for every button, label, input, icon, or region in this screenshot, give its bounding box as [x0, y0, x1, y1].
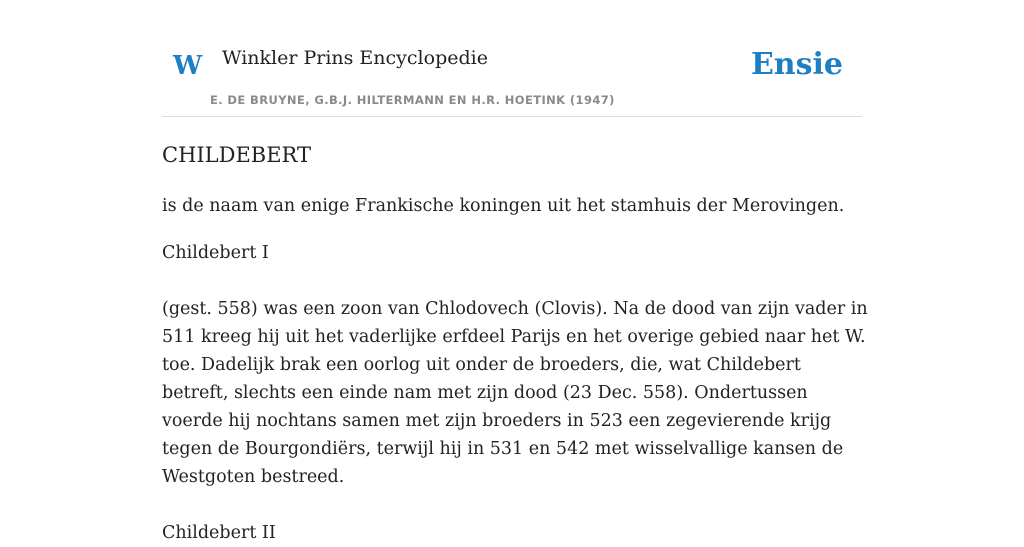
section-paragraph: (gest. 558) was een zoon van Chlodovech (Clovis). Na de dood van zijn vader in 511 kreeg hij uit het vaderlijke erfdeel Parijs en het overige gebied naar het W. toe. Dadelijk brak een oorlog uit onder de broeders, die, wat Childebert betreft, slechts een einde nam met zijn dood (23 Dec. 558). Ondertussen voerde hij nochtans samen met zijn broeders in 523 een zegevierende krijg tegen de Bourgondiërs, terwijl hij in 531 en 542 met wisselvallige kansen de Westgoten bestreed.	[162, 299, 868, 487]
article	[162, 140, 872, 547]
entry-intro: is de naam van enige Frankische koningen uit het stamhuis der Merovingen.	[162, 196, 845, 216]
section-heading: Childebert II	[162, 523, 276, 543]
section-heading: Childebert I	[162, 243, 269, 263]
logo-w-icon[interactable]: W	[173, 51, 203, 81]
header	[162, 0, 862, 117]
entry-title: CHILDEBERT	[162, 143, 311, 167]
book-title: Winkler Prins Encyclopedie	[222, 47, 488, 69]
authors-line: E. DE BRUYNE, G.B.J. HILTERMANN EN H.R. HOETINK (1947)	[210, 93, 615, 107]
ensie-logo-link[interactable]: Ensie	[750, 47, 843, 82]
